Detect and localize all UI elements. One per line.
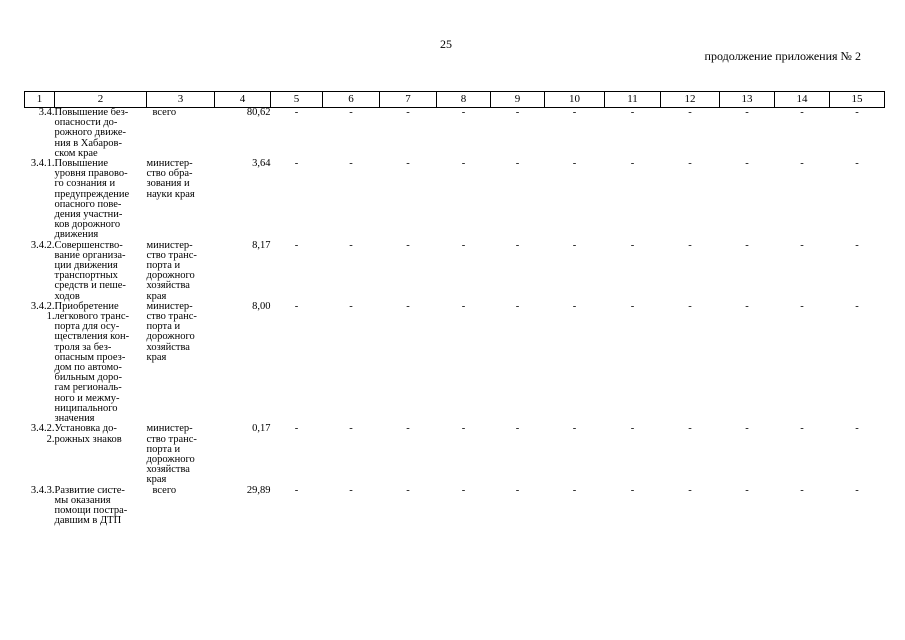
value-cell: - [294,484,299,496]
item-number-cell [25,241,55,302]
executor-cell [147,486,215,527]
column-header: 1 [25,92,55,108]
value-cell: - [515,158,520,170]
item-name-line: ществления кон- [54,331,130,343]
value-cell: - [515,107,520,118]
value-cell: - [406,484,410,496]
executor-line: порта и [146,260,181,272]
table-row [25,108,885,160]
value-cell: - [515,423,520,435]
table-row [25,241,885,302]
item-number-line: 3.4.3. [30,484,55,496]
total-cell: 80,62 [246,107,271,118]
value-cell: - [800,484,804,496]
item-name-line: опасности до- [54,117,118,129]
column-header: 10 [545,92,605,108]
total-cell: 0,17 [252,423,271,435]
value-cell: - [572,484,577,496]
item-number-line: 1. [46,311,55,323]
column-header: 14 [775,92,830,108]
value-cell: - [630,423,635,435]
item-number-line: 3.4.2. [30,300,55,312]
value-cell: - [461,300,466,312]
value-cell: - [800,107,804,118]
item-name-line: троля за без- [54,341,112,353]
value-cell: - [461,484,466,496]
item-number-cell [25,108,55,160]
value-cell: - [461,158,466,170]
executor-line: порта и [146,443,181,455]
item-number-line: 3.4.1. [30,158,55,170]
executor-line: ство обра- [146,168,193,180]
item-name-cell [55,486,147,527]
executor-line: порта и [146,321,181,333]
item-name-cell [55,108,147,160]
value-cell: - [406,239,410,251]
column-header: 11 [605,92,661,108]
executor-line: министер- [146,158,193,170]
executor-line: всего [152,107,177,118]
value-cell: - [515,484,520,496]
executor-cell [147,302,215,424]
value-cell: - [572,423,577,435]
item-name-line: ходов [54,290,80,302]
program-table [24,91,885,526]
item-name-line: ков дорожного [54,219,121,231]
item-name-line: бильным доро- [54,372,123,384]
value-cell: - [855,158,859,170]
value-cell: - [294,300,299,312]
value-cell: - [294,107,299,118]
table-row [25,159,885,241]
item-name-line: ции движения [54,260,118,272]
item-name-line: средств и пеше- [54,280,126,292]
value-cell: - [572,158,577,170]
item-name-line: значения [54,413,95,425]
value-cell: - [855,300,859,312]
value-cell: - [572,239,577,251]
total-cell: 8,17 [252,239,271,251]
item-name-line: ного и межму- [54,392,120,404]
column-header: 15 [830,92,885,108]
continuation-caption: продолжение приложения № 2 [704,49,861,63]
item-name-line: легкового транс- [54,311,129,323]
value-cell: - [349,484,353,496]
item-name-line: рожных знаков [54,433,122,445]
value-cell: - [294,239,299,251]
item-number-line: 3.4. [38,107,55,118]
column-header: 2 [55,92,147,108]
value-cell: - [745,107,749,118]
value-cell: - [515,300,520,312]
item-number-line: 3.4.2. [30,423,55,435]
value-cell: - [855,423,859,435]
value-cell: - [406,158,410,170]
item-name-line: Развитие систе- [54,484,125,496]
item-name-line: уровня правово- [54,168,128,180]
executor-line: дорожного [146,331,195,343]
value-cell: - [515,239,520,251]
item-name-line: го сознания и [54,178,116,190]
item-name-line: дения участни- [54,209,123,221]
value-cell: - [630,484,635,496]
value-cell: - [461,423,466,435]
total-cell: 3,64 [252,158,271,170]
value-cell: - [406,107,410,118]
item-name-line: Установка до- [54,423,117,435]
value-cell: - [461,239,466,251]
item-name-line: порта для осу- [54,321,120,333]
value-cell: - [800,423,804,435]
column-header: 4 [215,92,271,108]
value-cell: - [461,107,466,118]
item-number-cell [25,486,55,527]
item-name-line: Приобретение [54,300,119,312]
value-cell: - [800,239,804,251]
item-number-cell [25,159,55,241]
item-name-line: мы оказания [54,494,111,506]
executor-cell [147,424,215,485]
item-number-line: 3.4.2. [30,239,55,251]
item-name-line: давшим в ДТП [54,515,122,527]
item-number-line: 2. [46,433,55,445]
column-header: 6 [323,92,380,108]
item-name-line: опасного пове- [54,198,122,210]
value-cell: - [630,239,635,251]
item-number-cell [25,302,55,424]
item-name-cell [55,159,147,241]
value-cell: - [406,300,410,312]
value-cell: - [745,158,749,170]
item-name-line: помощи постра- [54,504,128,516]
value-cell: - [349,300,353,312]
table-row [25,302,885,424]
item-name-cell [55,302,147,424]
executor-line: края [146,474,167,486]
column-header: 7 [380,92,437,108]
value-cell: - [406,423,410,435]
executor-line: дорожного [146,270,195,282]
item-name-line: вание организа- [54,249,126,261]
value-cell: - [855,239,859,251]
item-name-line: транспортных [54,270,118,282]
item-number-cell [25,424,55,485]
value-cell: - [688,300,692,312]
value-cell: - [855,484,859,496]
executor-line: министер- [146,239,193,251]
item-name-line: ниципального [54,402,118,414]
item-name-line: опасным проез- [54,351,126,363]
value-cell: - [800,158,804,170]
executor-line: хозяйства [146,280,190,292]
executor-line: края [146,351,167,363]
column-number-row [25,92,885,108]
column-header: 13 [720,92,775,108]
item-name-line: предупреждение [54,188,130,200]
executor-line: дорожного [146,453,195,465]
value-cell: - [349,239,353,251]
column-header: 3 [147,92,215,108]
executor-line: науки края [146,188,195,200]
value-cell: - [745,423,749,435]
value-cell: - [688,239,692,251]
total-cell: 8,00 [252,300,271,312]
value-cell: - [745,300,749,312]
total-cell: 29,89 [246,484,271,496]
page-number: 25 [440,37,452,51]
value-cell: - [745,239,749,251]
value-cell: - [688,158,692,170]
item-name-line: дом по автомо- [54,362,122,374]
executor-cell [147,241,215,302]
item-name-cell [55,424,147,485]
value-cell: - [630,107,635,118]
column-header: 5 [271,92,323,108]
value-cell: - [294,423,299,435]
value-cell: - [349,423,353,435]
executor-line: хозяйства [146,341,190,353]
item-name-line: движения [54,229,99,241]
executor-line: ство транс- [146,433,197,445]
table-body [25,108,885,527]
item-name-cell [55,241,147,302]
table-row [25,486,885,527]
executor-line: всего [152,484,177,496]
value-cell: - [294,158,299,170]
executor-cell [147,108,215,160]
table-row [25,424,885,485]
value-cell: - [349,158,353,170]
value-cell: - [630,300,635,312]
executor-cell [147,159,215,241]
column-header: 8 [437,92,491,108]
value-cell: - [630,158,635,170]
value-cell: - [855,107,859,118]
item-name-line: рожного движе- [54,127,126,139]
value-cell: - [688,423,692,435]
executor-line: края [146,290,167,302]
executor-line: хозяйства [146,464,190,476]
item-name-line: ния в Хабаров- [54,137,122,149]
item-name-line: гам региональ- [54,382,122,394]
value-cell: - [572,300,577,312]
value-cell: - [349,107,353,118]
item-name-line: ском крае [54,147,98,159]
executor-line: министер- [146,300,193,312]
value-cell: - [688,484,692,496]
executor-line: ство транс- [146,249,197,261]
item-name-line: Совершенство- [54,239,123,251]
column-header: 9 [491,92,545,108]
executor-line: ство транс- [146,311,197,323]
column-header: 12 [661,92,720,108]
value-cell: - [745,484,749,496]
value-cell: - [572,107,577,118]
item-name-line: Повышение [54,158,108,170]
executor-line: зования и [146,178,190,190]
executor-line: министер- [146,423,193,435]
value-cell: - [800,300,804,312]
value-cell: - [688,107,692,118]
item-name-line: Повышение без- [54,107,129,118]
